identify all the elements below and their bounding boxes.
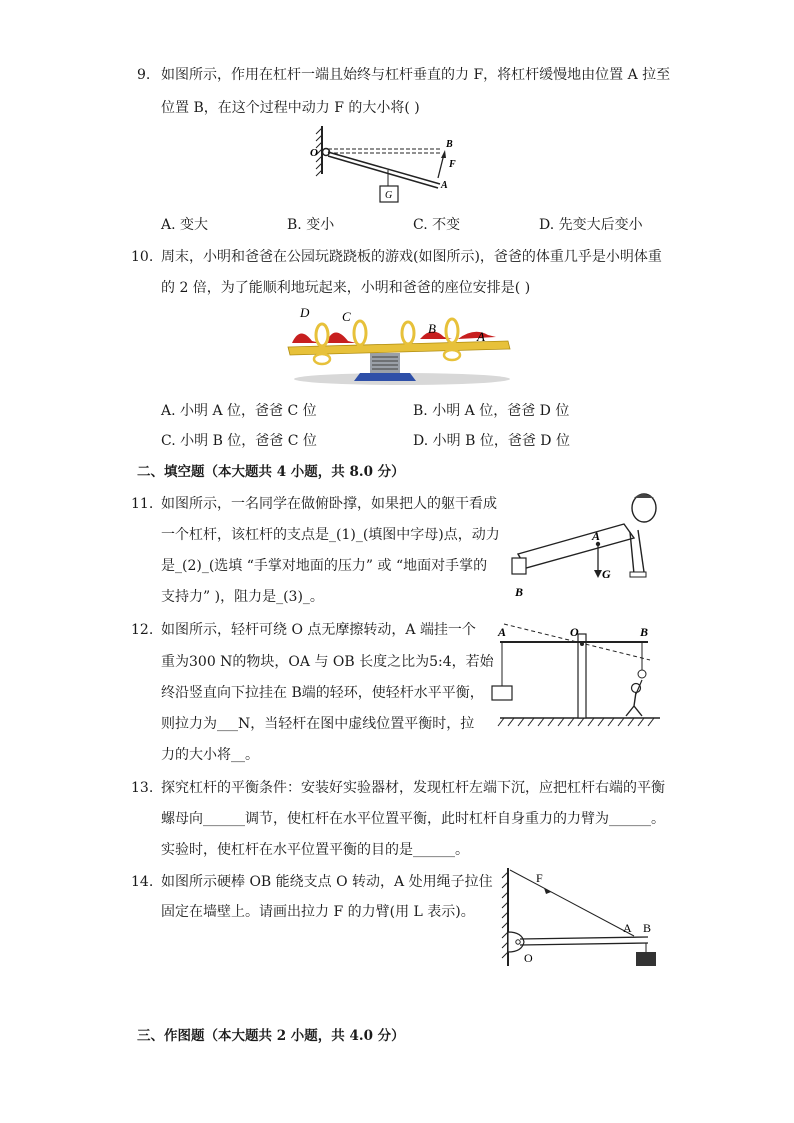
q10-option-d: D. 小明 B 位，爸爸 D 位 <box>413 433 570 449</box>
q11-text-line1: 如图所示，一名同学在做俯卧撑，如果把人的躯干看成 <box>161 496 497 512</box>
q9-label-a: A <box>441 180 448 191</box>
q9-label-g: G <box>385 190 393 201</box>
q9-label-b: B <box>446 139 453 150</box>
q10-seesaw-figure <box>282 303 514 393</box>
q9-lever-figure <box>308 122 468 208</box>
q14-number: 14. <box>131 874 154 890</box>
q11-pushup-figure <box>506 488 666 600</box>
q13-number: 13. <box>131 780 154 796</box>
q14-text-line1: 如图所示硬棒 OB 能绕支点 O 转动，A 处用绳子拉住 <box>161 874 493 890</box>
q10-label-b: B <box>428 321 436 336</box>
q11-text-line4: 支持力” )，阻力是_(3)_。 <box>161 589 324 605</box>
q10-option-c: C. 小明 B 位，爸爸 C 位 <box>161 433 317 449</box>
q14-label-f: F <box>536 871 543 885</box>
q12-label-a: A <box>498 625 507 639</box>
q10-label-a: A <box>477 329 485 344</box>
section-3-heading: 三、作图题（本大题共 2 小题，共 4.0 分） <box>137 1028 405 1044</box>
q10-text-line1: 周末，小明和爸爸在公园玩跷跷板的游戏(如图所示)，爸爸的体重几乎是小明体重 <box>161 249 662 265</box>
q10-option-a: A. 小明 A 位，爸爸 C 位 <box>161 403 317 419</box>
section-2-heading: 二、填空题（本大题共 4 小题，共 8.0 分） <box>137 464 405 480</box>
q14-label-o: O <box>524 951 533 965</box>
q9-option-d: D. 先变大后变小 <box>539 217 643 233</box>
q12-text-line4: 则拉力为___N，当轻杆在图中虚线位置平衡时，拉 <box>161 716 475 732</box>
q11-label-a: A <box>592 529 601 543</box>
q11-label-g: G <box>602 567 611 581</box>
q12-lever-figure <box>490 622 670 732</box>
q9-number: 9. <box>137 67 151 83</box>
q10-text-line2: 的 2 倍，为了能顺利地玩起来，小明和爸爸的座位安排是( ) <box>161 280 531 296</box>
q13-text-line2: 螺母向______调节，使杠杆在水平位置平衡，此时杠杆自身重力的力臂为______。 <box>161 811 665 827</box>
q14-label-a: A <box>623 921 632 935</box>
q11-number: 11. <box>131 496 154 512</box>
q10-option-b: B. 小明 A 位，爸爸 D 位 <box>413 403 570 419</box>
q14-text-line2: 固定在墙壁上。请画出拉力 F 的力臂(用 L 表示)。 <box>161 904 475 920</box>
q12-text-line2: 重为300 N的物块，OA 与 OB 长度之比为5:4，若始 <box>161 654 494 670</box>
q12-label-o: O <box>570 625 579 639</box>
q10-label-c: C <box>342 309 351 324</box>
q12-text-line5: 力的大小将__。 <box>161 747 259 763</box>
q9-option-b: B. 变小 <box>287 217 335 233</box>
q12-text-line1: 如图所示，轻杆可绕 O 点无摩擦转动，A 端挂一个 <box>161 622 476 638</box>
q10-label-d: D <box>300 305 310 320</box>
q9-option-a: A. 变大 <box>161 217 209 233</box>
q13-text-line3: 实验时，使杠杆在水平位置平衡的目的是______。 <box>161 842 469 858</box>
q9-option-c: C. 不变 <box>413 217 461 233</box>
q11-label-b: B <box>515 585 524 599</box>
q11-text-line3: 是_(2)_(选填 “手掌对地面的压力” 或 “地面对手掌的 <box>161 558 488 574</box>
q9-text-line2: 位置 B，在这个过程中动力 F 的大小将( ) <box>161 100 420 116</box>
q12-number: 12. <box>131 622 154 638</box>
q14-label-b: B <box>643 921 652 935</box>
q11-text-line2: 一个杠杆，该杠杆的支点是_(1)_(填图中字母)点，动力 <box>161 527 500 543</box>
q14-rod-figure <box>498 866 668 970</box>
q9-text-line1: 如图所示，作用在杠杆一端且始终与杠杆垂直的力 F，将杠杆缓慢地由位置 A 拉至 <box>161 67 671 83</box>
q12-label-b: B <box>640 625 649 639</box>
q9-label-o: O <box>310 147 318 159</box>
q13-text-line1: 探究杠杆的平衡条件：安装好实验器材，发现杠杆左端下沉，应把杠杆右端的平衡 <box>161 780 665 796</box>
q9-label-f: F <box>449 159 456 170</box>
q10-number: 10. <box>131 249 154 265</box>
q12-text-line3: 终沿竖直向下拉挂在 B端的轻环，使轻杆水平平衡， <box>161 685 484 701</box>
